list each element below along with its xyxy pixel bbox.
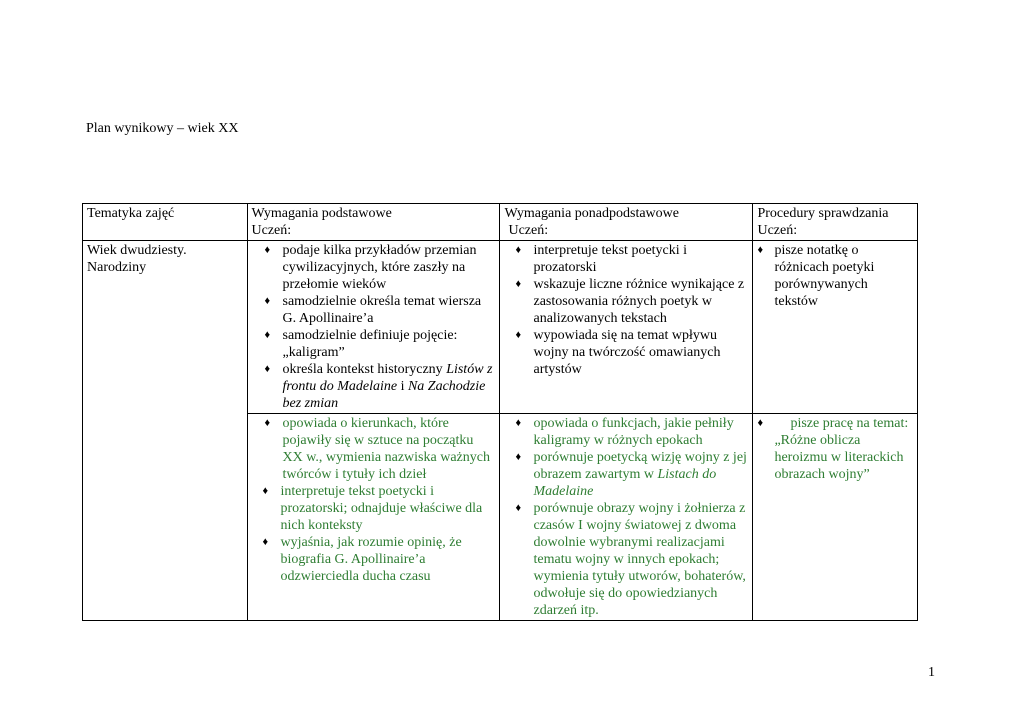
header-basic (247, 204, 500, 241)
document-title: Plan wynikowy – wiek XX (86, 121, 239, 136)
list-item (504, 449, 748, 500)
topic-line-2: Narodziny (87, 260, 147, 275)
diamond-bullet-icon: ♦ (515, 244, 522, 256)
diamond-bullet-icon: ♦ (264, 363, 271, 375)
list-item-text: samodzielnie definiuje pojęcie: „kaligram” (282, 328, 458, 360)
list-item-text: wypowiada się na temat wpływu wojny na twórczość omawianych artystów (533, 328, 721, 377)
list-item-text: opowiada o funkcjach, jakie pełniły kaligramy w różnych epokach (533, 416, 734, 448)
list-item (757, 415, 913, 432)
list-item (504, 500, 748, 619)
list-item-text: wskazuje liczne różnice wynikające z zastosowania różnych poetyk w analizowanych tekstach (533, 277, 745, 326)
list-item (252, 415, 496, 483)
list-item (252, 293, 496, 327)
diamond-bullet-icon: ♦ (515, 502, 522, 514)
header-advanced (500, 204, 753, 241)
row2-procedures-item (757, 415, 913, 483)
diamond-bullet-icon: ♦ (262, 536, 269, 548)
header-procedures-label: Procedury sprawdzania (757, 206, 889, 221)
list-item-text-prefix: porównuje poetycką wizję wojny z jej obrazem zawartym w (533, 450, 747, 482)
header-procedures-sublabel: Uczeń: (757, 223, 798, 238)
list-item-text: pisze notatkę o różnicach poetyki porównywanych tekstów (774, 243, 875, 309)
list-item-text-prefix: określa kontekst historyczny (282, 362, 447, 377)
list-item-text-mid: i (397, 379, 408, 394)
row1-basic-cell (247, 241, 500, 414)
diamond-bullet-icon: ♦ (757, 417, 764, 429)
header-topic-label: Tematyka zajęć (87, 206, 175, 221)
header-procedures (753, 204, 918, 241)
list-item-text: podaje kilka przykładów przemian cywilizacyjnych, które zaszły na przełomie wieków (282, 243, 477, 292)
header-advanced-sublabel: Uczeń: (508, 223, 549, 238)
table-row (83, 241, 918, 414)
list-item-text: opowiada o kierunkach, które pojawiły się w sztuce na początku XX w., wymienia nazwiska ważnych twórców i tytuły ich dzieł (282, 416, 490, 482)
list-item (252, 361, 496, 412)
diamond-bullet-icon: ♦ (515, 329, 522, 341)
book-title: Listów z frontu do Madelaine (282, 362, 493, 394)
list-item (252, 242, 496, 293)
row1-procedures-cell (753, 241, 918, 414)
diamond-bullet-icon: ♦ (264, 295, 271, 307)
diamond-bullet-icon: ♦ (262, 485, 269, 497)
diamond-bullet-icon: ♦ (757, 244, 764, 256)
row2-advanced-list (504, 415, 748, 619)
diamond-bullet-icon: ♦ (515, 278, 522, 290)
plan-table (82, 203, 918, 621)
diamond-bullet-icon: ♦ (264, 417, 271, 429)
list-item (504, 242, 748, 276)
header-basic-label: Wymagania podstawowe (251, 206, 392, 221)
row1-procedures-list (757, 242, 913, 310)
list-item-text: pisze pracę na temat: (790, 416, 909, 431)
row2-procedures-cell (753, 414, 918, 621)
diamond-bullet-icon: ♦ (515, 451, 522, 463)
list-item (504, 415, 748, 449)
list-item (504, 276, 748, 327)
row1-advanced-list (504, 242, 748, 378)
header-topic (83, 204, 248, 241)
book-title: Listach do Madelaine (533, 467, 717, 499)
list-item (504, 327, 748, 378)
list-item-text: samodzielnie określa temat wiersza G. Apollinaire’a (282, 294, 482, 326)
topic-line-1: Wiek dwudziesty. (87, 243, 187, 258)
row2-advanced-cell (500, 414, 753, 621)
topic-cell (83, 241, 248, 621)
row2-basic-cell (247, 414, 500, 621)
list-item-text: interpretuje tekst poetycki i prozatorski; odnajduje właściwe dla nich konteksty (280, 484, 483, 533)
page-number: 1 (928, 665, 935, 680)
row1-advanced-cell (500, 241, 753, 414)
list-item-text: porównuje obrazy wojny i żołnierza z czasów I wojny światowej z dwoma dowolnie wybranymi realizacjami tematu wojny w innych epokach; wymienia tytuły utworów, bohaterów, odwołuje się do opowiedzianych zdarzeń itp. (533, 501, 746, 618)
header-advanced-label: Wymagania ponadpodstawowe (504, 206, 679, 221)
list-item-text: interpretuje tekst poetycki i prozatorski (533, 243, 688, 275)
diamond-bullet-icon: ♦ (264, 329, 271, 341)
diamond-bullet-icon: ♦ (515, 417, 522, 429)
essay-topic: „Różne oblicza heroizmu w literackich obrazach wojny” (774, 433, 904, 482)
book-title: Na Zachodzie bez zmian (282, 379, 486, 411)
row1-basic-list (252, 242, 496, 412)
diamond-bullet-icon: ♦ (264, 244, 271, 256)
table-header-row (83, 204, 918, 241)
list-item-text: wyjaśnia, jak rozumie opinię, że biografia G. Apollinaire’a odzwierciedla ducha czasu (280, 535, 462, 584)
list-item (252, 534, 496, 585)
list-item (757, 242, 913, 310)
header-basic-sublabel: Uczeń: (251, 223, 292, 238)
row2-basic-list (252, 415, 496, 585)
list-item (252, 483, 496, 534)
list-item (252, 327, 496, 361)
